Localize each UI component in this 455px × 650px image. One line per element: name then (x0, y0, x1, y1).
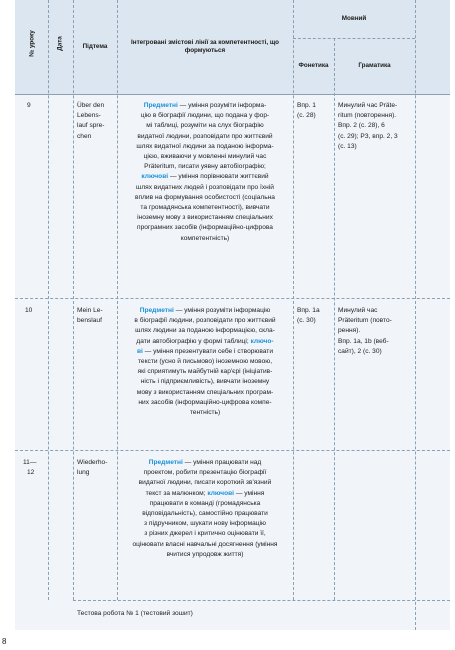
header-subtopic: Підтема (82, 42, 108, 50)
keyword-key: ключові (207, 489, 235, 497)
competencies-text: Предметні — уміння працювати над проектом, робити презентацію біографії видатної людини, писати короткий зв'язний текст за малюнком; ключові — уміння працювати в команді (громадянська відповідальність), самостійно працювати з підручником, шукати нову інформацію з різних джерел і критично оцінювати її, оцінювати власні навчальні досягнення (уміння вчитися упродовж життя) (132, 459, 278, 558)
keyword-subject: Предметні (139, 307, 174, 314)
lesson-plan-table (15, 0, 450, 630)
grammar: Минулий час Präteritum (повто- рення). Впр. 1a, 1b (веб- сайт), 2 (с. 30) (338, 307, 392, 355)
grid-line (15, 298, 450, 299)
header-grammar: Граматика (358, 61, 391, 69)
keyword-key: ключо- (250, 337, 274, 345)
subtopic: Mein Le- benslauf (77, 307, 103, 325)
phonetics: Впр. 1 (с. 28) (297, 102, 316, 120)
keyword-key: ключові (141, 173, 169, 181)
page-number: 8 (2, 637, 7, 646)
phonetics: Впр. 1a (с. 30) (297, 307, 320, 325)
grid-line (73, 600, 450, 601)
grid-line (15, 94, 450, 95)
keyword-subject: Предметні (143, 102, 178, 109)
lesson-number: 11— 12 (23, 459, 37, 477)
lesson-number: 10 (25, 307, 33, 314)
header-phonetics: Фонетика (298, 61, 329, 69)
subtopic: Über den Lebens- lauf spre- chen (77, 102, 105, 140)
subtopic: Wiederho- lung (77, 459, 108, 477)
grid-line (117, 0, 118, 600)
grid-line (48, 0, 49, 600)
competencies-text: Предметні — уміння розуміти інформа- цію в біографії людини, що подана у фор- мі таблиці, розуміти на слух біографію видатної людини, розповідати про життєвий шлях видатної людини за поданою інформа- цією, вживаючи у мовленні минулий час Präteritum, писати уявну автобіографію; ключові — уміння порівнювати життєвий шлях видатних людей і розповідати про їхній вплив на формування особистості (соціальна та громадянська компетентності), вивчати іноземну мову з використанням спеціальних програмних засобів (інформаційно-цифрова компетентність) (135, 102, 275, 242)
grid-line (334, 38, 335, 600)
lesson-number: 9 (27, 102, 31, 109)
header-date: Дата (56, 36, 64, 51)
keyword-subject: Предметні (148, 459, 183, 466)
test-work-row: Тестова робота № 1 (тестовий зошит) (77, 610, 193, 617)
grammar: Минулий час Präte- ritum (повторення). Впр. 2 (с. 28), 6 (с. 29); РЗ, впр. 2, 3 (с. 13) (338, 102, 398, 150)
header-language: Мовний (341, 14, 367, 22)
header-lesson-number: № уроку (28, 30, 36, 57)
grid-line (15, 450, 450, 451)
header-integrated-lines: Інтегровані змістові лінії за компетентності, що формуються (131, 38, 279, 54)
competencies-text: Предметні — уміння розуміти інформацію в біографії людини, розповідати про життєвий шлях людини за поданою інформацією, скла- дати автобіографію у формі таблиці; ключо- ві — уміння презентувати себе і створювати тексти (усно й письмово) іноземною мовою, які сприятимуть майбутній кар'єрі (ініціатив- ність і підприємливість), вивчати іноземну мову з використанням спеціальних програм- них засобів (інформаційно-цифрова компе- тентність) (134, 307, 276, 417)
